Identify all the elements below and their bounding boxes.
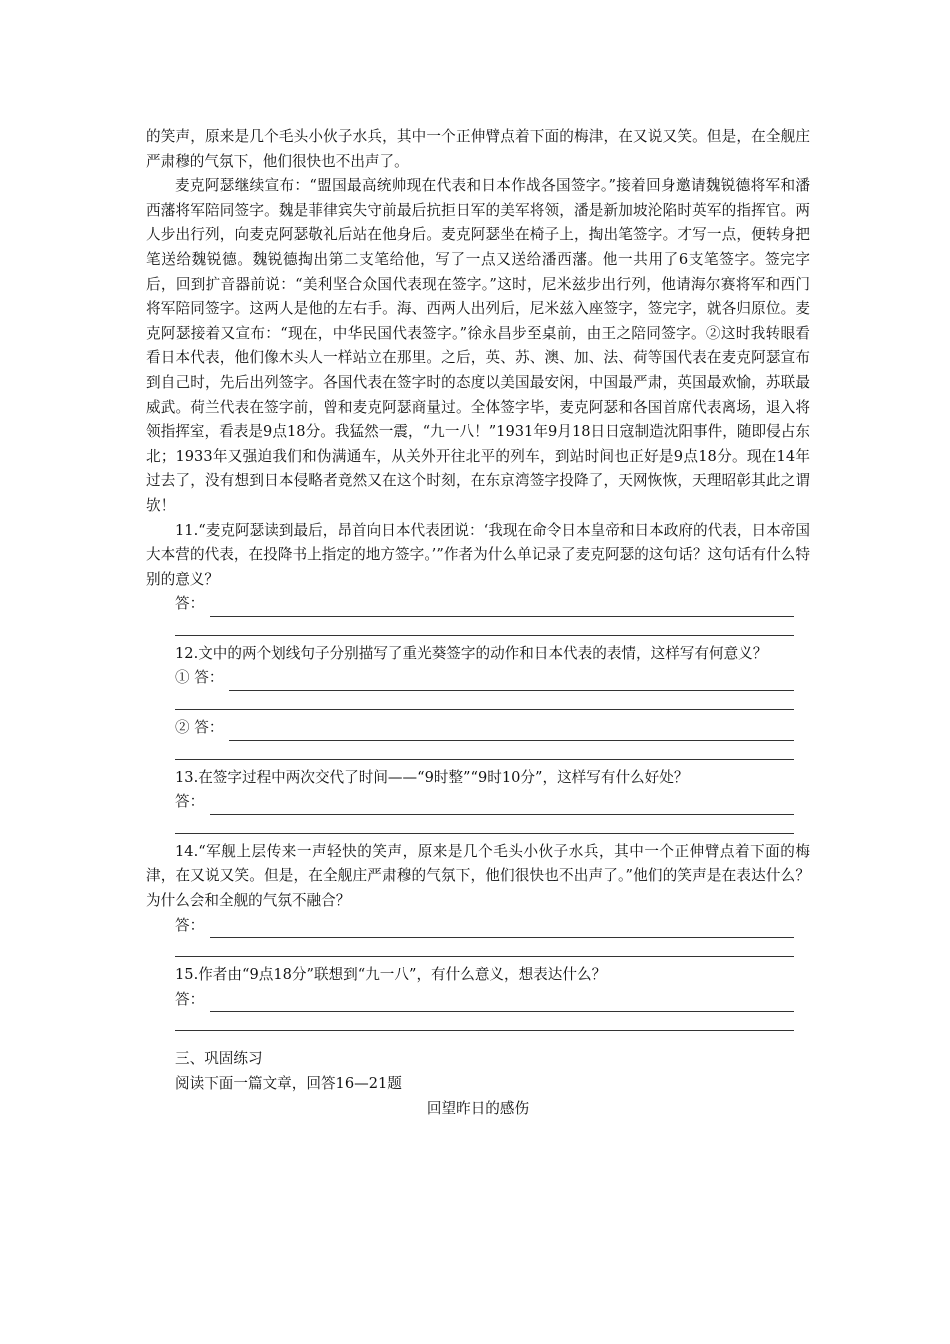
answer-line-extra[interactable] (175, 1012, 794, 1031)
question-14: 14.“军舰上层传来一声轻快的笑声，原来是几个毛头小伙子水兵，其中一个正伸臂点着下面的梅津，在又说又笑。但是，在全舰庄严肃穆的气氛下，他们很快也不出声了。”他们的笑声是在表达什么？为什么会和全舰的气氛不融合？ (146, 842, 810, 910)
answer-row-15[interactable] (175, 988, 810, 1013)
answer-label: 答： (175, 793, 205, 811)
answer-row-12-1[interactable] (175, 666, 810, 691)
answer-row-13[interactable] (175, 790, 810, 815)
passage-paragraph-2: 麦克阿瑟继续宣布：“盟国最高统帅现在代表和日本作战各国签字。”接着回身邀请魏锐德将军和潘西藩将军陪同签字。魏是菲律宾失守前最后抗拒日军的美军将领，潘是新加坡沦陷时英军的指挥官。两人步出行列，向麦克阿瑟敬礼后站在他身后。麦克阿瑟坐在椅子上，掏出笔签字。才写一点，便转身把笔送给魏锐德。魏锐德掏出第二支笔给他，写了一点又送给潘西藩。他一共用了6支笔签字。签完字后，回到扩音器前说：“美利坚合众国代表现在签字。”这时，尼米兹步出行列，他请海尔赛将军和西门将军陪同签字。这两人是他的左右手。海、西两人出列后，尼米兹入座签字，签完字，就各归原位。麦克阿瑟接着又宣布：“现在，中华民国代表签字。”徐永昌步至桌前，由王之陪同签字。②这时我转眼看看日本代表，他们像木头人一样站立在那里。之后，英、苏、澳、加、法、荷等国代表在麦克阿瑟宣布到自己时，先后出列签字。各国代表在签字时的态度以美国最安闲，中国最严肃，英国最欢愉，苏联最威武。荷兰代表在签字前，曾和麦克阿瑟商量过。全体签字毕，麦克阿瑟和各国首席代表离场，退入将领指挥室，看表是9点18分。我猛然一震，“九一八！”1931年9月18日日寇制造沈阳事件，随即侵占东北；1933年又强迫我们和伪满通车，从关外开往北平的列车，到站时间也正好是9点18分。现在14年过去了，没有想到日本侵略者竟然又在这个时刻，在东京湾签字投降了，天网恢恢，天理昭彰其此之谓欤！ (146, 177, 810, 514)
answer-label: 答： (175, 916, 205, 934)
answer-label-2: ② 答： (175, 719, 224, 737)
answer-label-1: ① 答： (175, 669, 224, 687)
section-heading: 三、巩固练习 (175, 1050, 263, 1068)
question-13: 13.在签字过程中两次交代了时间——“9时整”“9时10分”，这样写有什么好处？ (175, 768, 689, 786)
answer-label: 答： (175, 990, 205, 1008)
question-15: 15.作者由“9点18分”联想到“九一八”，有什么意义，想表达什么？ (175, 966, 607, 984)
passage-paragraph-1: 的笑声，原来是几个毛头小伙子水兵，其中一个正伸臂点着下面的梅津，在又说又笑。但是，在全舰庄严肃穆的气氛下，他们很快也不出声了。 (146, 128, 810, 170)
answer-line[interactable] (210, 600, 794, 617)
article-title: 回望昨日的感伤 (426, 1099, 530, 1117)
answer-row-11[interactable] (175, 592, 810, 617)
answer-line-extra[interactable] (175, 815, 794, 834)
spacer (146, 1037, 810, 1047)
answer-line[interactable] (210, 798, 794, 815)
question-11: 11.“麦克阿瑟读到最后，昂首向日本代表团说：‘我现在命令日本皇帝和日本政府的代表，日本帝国大本营的代表，在投降书上指定的地方签字。’”作者为什么单记录了麦克阿瑟的这句话？这句话有什么特别的意义？ (146, 521, 810, 588)
answer-line-extra[interactable] (175, 741, 794, 760)
section-instruction: 阅读下面一篇文章，回答16—21题 (175, 1075, 402, 1092)
answer-label: 答： (175, 595, 205, 613)
answer-line[interactable] (210, 921, 794, 938)
document-page (146, 125, 810, 1121)
answer-line-extra[interactable] (175, 938, 794, 957)
answer-line[interactable] (210, 995, 794, 1012)
answer-row-12-2[interactable] (175, 716, 810, 741)
answer-line[interactable] (229, 724, 794, 741)
answer-row-14[interactable] (175, 914, 810, 939)
question-12: 12.文中的两个划线句子分别描写了重光葵签字的动作和日本代表的表情，这样写有何意义？ (175, 644, 768, 662)
answer-line-extra[interactable] (175, 691, 794, 710)
answer-line[interactable] (229, 674, 794, 691)
answer-line-extra[interactable] (175, 617, 794, 636)
